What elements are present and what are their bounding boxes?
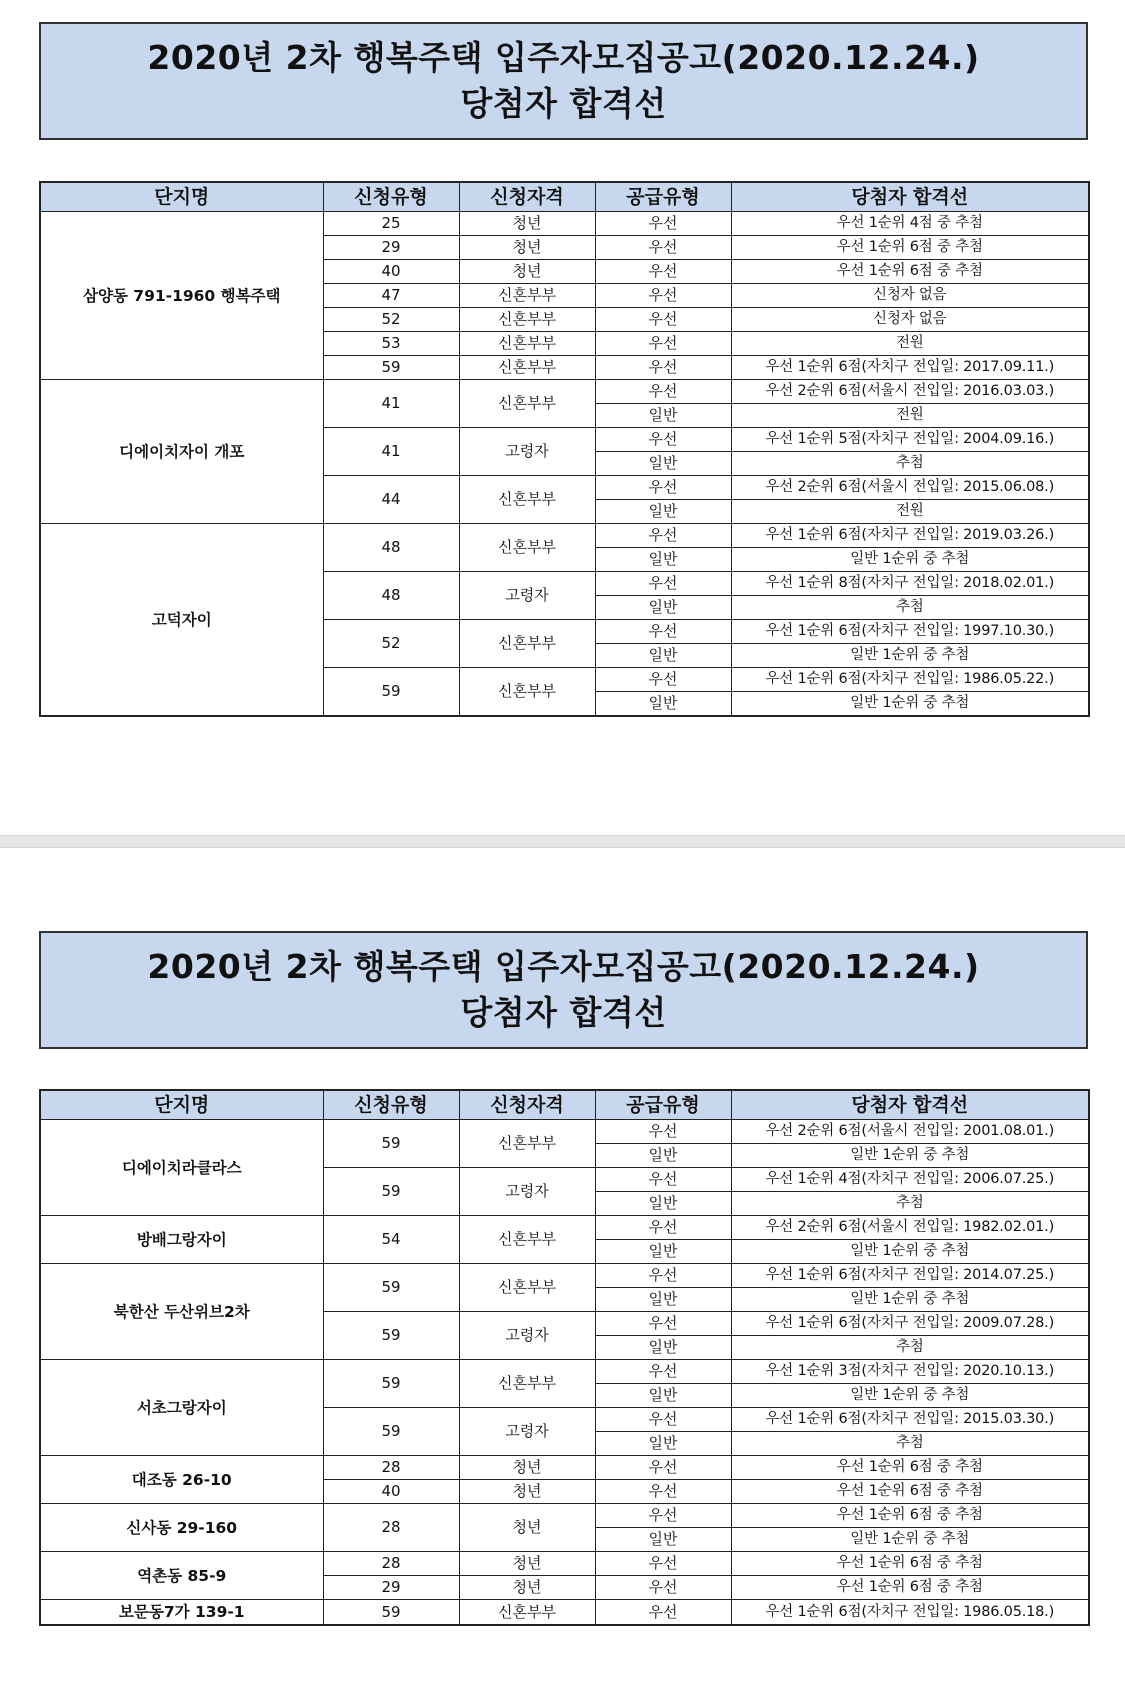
supply-type: 일반 — [595, 1288, 731, 1312]
qualification: 청년 — [459, 1504, 595, 1552]
supply-type: 우선 — [595, 428, 731, 452]
cutoff-result: 우선 1순위 6점 중 추첨 — [731, 1552, 1089, 1576]
supply-type: 우선 — [595, 332, 731, 356]
supply-type: 일반 — [595, 1432, 731, 1456]
supply-type: 우선 — [595, 1504, 731, 1528]
title-line-1: 2020년 2차 행복주택 입주자모집공고(2020.12.24.) — [147, 947, 980, 986]
cutoff-result: 우선 1순위 3점(자치구 전입일: 2020.10.13.) — [731, 1360, 1089, 1384]
supply-type: 우선 — [595, 668, 731, 692]
cutoff-result: 우선 1순위 6점 중 추첨 — [731, 260, 1089, 284]
cutoff-result: 신청자 없음 — [731, 308, 1089, 332]
qualification: 신혼부부 — [459, 1120, 595, 1168]
unit-type: 59 — [323, 1600, 459, 1626]
supply-type: 우선 — [595, 1456, 731, 1480]
qualification: 신혼부부 — [459, 380, 595, 428]
unit-type: 53 — [323, 332, 459, 356]
supply-type: 일반 — [595, 548, 731, 572]
supply-type: 우선 — [595, 1360, 731, 1384]
table-row — [40, 1600, 1089, 1626]
unit-type: 48 — [323, 524, 459, 572]
cutoff-result: 신청자 없음 — [731, 284, 1089, 308]
qualification: 고령자 — [459, 572, 595, 620]
supply-type: 우선 — [595, 356, 731, 380]
supply-type: 우선 — [595, 308, 731, 332]
header-complex: 단지명 — [40, 182, 323, 212]
supply-type: 우선 — [595, 476, 731, 500]
unit-type: 28 — [323, 1552, 459, 1576]
cutoff-result: 일반 1순위 중 추첨 — [731, 1288, 1089, 1312]
cutoff-result: 우선 1순위 6점 중 추첨 — [731, 1480, 1089, 1504]
unit-type: 28 — [323, 1504, 459, 1552]
cutoff-result: 추첨 — [731, 1432, 1089, 1456]
qualification: 청년 — [459, 1552, 595, 1576]
qualification: 고령자 — [459, 1312, 595, 1360]
cutoff-result: 전원 — [731, 332, 1089, 356]
table-row — [40, 1504, 1089, 1528]
supply-type: 우선 — [595, 620, 731, 644]
qualification: 신혼부부 — [459, 284, 595, 308]
qualification: 신혼부부 — [459, 1360, 595, 1408]
supply-type: 우선 — [595, 1576, 731, 1600]
header-cutoff: 당첨자 합격선 — [731, 182, 1089, 212]
qualification: 청년 — [459, 1480, 595, 1504]
header-cutoff: 당첨자 합격선 — [731, 1090, 1089, 1120]
qualification: 신혼부부 — [459, 356, 595, 380]
qualification: 고령자 — [459, 1408, 595, 1456]
unit-type: 40 — [323, 260, 459, 284]
unit-type: 29 — [323, 1576, 459, 1600]
cutoff-result: 우선 1순위 6점 중 추첨 — [731, 1456, 1089, 1480]
qualification: 고령자 — [459, 428, 595, 476]
table-row — [40, 524, 1089, 548]
cutoff-result: 우선 1순위 4점 중 추첨 — [731, 212, 1089, 236]
table-row — [40, 1456, 1089, 1480]
header-row — [40, 182, 1089, 212]
unit-type: 59 — [323, 1360, 459, 1408]
qualification: 신혼부부 — [459, 332, 595, 356]
supply-type: 우선 — [595, 1120, 731, 1144]
unit-type: 40 — [323, 1480, 459, 1504]
cutoff-result: 일반 1순위 중 추첨 — [731, 1528, 1089, 1552]
cutoff-result: 추첨 — [731, 1192, 1089, 1216]
supply-type: 우선 — [595, 1312, 731, 1336]
table-row — [40, 1360, 1089, 1384]
cutoff-result: 일반 1순위 중 추첨 — [731, 644, 1089, 668]
cutoff-result: 전원 — [731, 404, 1089, 428]
qualification: 신혼부부 — [459, 620, 595, 668]
title-line-2: 당첨자 합격선 — [460, 993, 667, 1032]
unit-type: 59 — [323, 356, 459, 380]
supply-type: 우선 — [595, 1216, 731, 1240]
complex-name: 역촌동 85-9 — [40, 1552, 323, 1600]
cutoff-result: 우선 2순위 6점(서울시 전입일: 1982.02.01.) — [731, 1216, 1089, 1240]
complex-name: 디에이치라클라스 — [40, 1120, 323, 1216]
unit-type: 59 — [323, 1168, 459, 1216]
cutoff-result: 우선 1순위 6점(자치구 전입일: 2017.09.11.) — [731, 356, 1089, 380]
unit-type: 54 — [323, 1216, 459, 1264]
header-supply-type: 공급유형 — [595, 1090, 731, 1120]
cutoff-result: 우선 1순위 8점(자치구 전입일: 2018.02.01.) — [731, 572, 1089, 596]
unit-type: 29 — [323, 236, 459, 260]
header-row — [40, 1090, 1089, 1120]
qualification: 신혼부부 — [459, 476, 595, 524]
supply-type: 일반 — [595, 692, 731, 717]
supply-type: 우선 — [595, 1552, 731, 1576]
title-banner — [39, 931, 1088, 1049]
unit-type: 41 — [323, 428, 459, 476]
complex-name: 삼양동 791-1960 행복주택 — [40, 212, 323, 380]
document-page-1 — [0, 0, 1125, 835]
qualification: 신혼부부 — [459, 668, 595, 717]
complex-name: 신사동 29-160 — [40, 1504, 323, 1552]
unit-type: 52 — [323, 308, 459, 332]
cutoff-result: 일반 1순위 중 추첨 — [731, 1384, 1089, 1408]
qualification: 신혼부부 — [459, 1264, 595, 1312]
complex-name: 대조동 26-10 — [40, 1456, 323, 1504]
qualification: 청년 — [459, 1456, 595, 1480]
cutoff-result: 우선 1순위 6점(자치구 전입일: 2009.07.28.) — [731, 1312, 1089, 1336]
complex-name: 방배그랑자이 — [40, 1216, 323, 1264]
table-row — [40, 212, 1089, 236]
results-table — [39, 1089, 1090, 1626]
cutoff-result: 일반 1순위 중 추첨 — [731, 1144, 1089, 1168]
unit-type: 59 — [323, 1312, 459, 1360]
unit-type: 59 — [323, 1120, 459, 1168]
supply-type: 우선 — [595, 236, 731, 260]
unit-type: 44 — [323, 476, 459, 524]
supply-type: 일반 — [595, 596, 731, 620]
cutoff-result: 우선 1순위 6점 중 추첨 — [731, 236, 1089, 260]
cutoff-result: 우선 1순위 6점 중 추첨 — [731, 1504, 1089, 1528]
cutoff-result: 우선 2순위 6점(서울시 전입일: 2016.03.03.) — [731, 380, 1089, 404]
qualification: 신혼부부 — [459, 1600, 595, 1626]
qualification: 청년 — [459, 1576, 595, 1600]
unit-type: 48 — [323, 572, 459, 620]
cutoff-result: 우선 1순위 6점(자치구 전입일: 2014.07.25.) — [731, 1264, 1089, 1288]
supply-type: 일반 — [595, 1192, 731, 1216]
unit-type: 28 — [323, 1456, 459, 1480]
cutoff-result: 일반 1순위 중 추첨 — [731, 692, 1089, 717]
supply-type: 우선 — [595, 380, 731, 404]
results-table — [39, 181, 1090, 717]
title-line-2: 당첨자 합격선 — [460, 84, 667, 123]
cutoff-result: 우선 1순위 4점(자치구 전입일: 2006.07.25.) — [731, 1168, 1089, 1192]
header-complex: 단지명 — [40, 1090, 323, 1120]
table-row — [40, 1552, 1089, 1576]
supply-type: 우선 — [595, 212, 731, 236]
table-body — [40, 212, 1089, 717]
supply-type: 일반 — [595, 1384, 731, 1408]
supply-type: 일반 — [595, 1144, 731, 1168]
cutoff-result: 우선 1순위 6점(자치구 전입일: 2015.03.30.) — [731, 1408, 1089, 1432]
supply-type: 일반 — [595, 404, 731, 428]
complex-name: 북한산 두산위브2차 — [40, 1264, 323, 1360]
unit-type: 59 — [323, 1408, 459, 1456]
supply-type: 우선 — [595, 260, 731, 284]
supply-type: 일반 — [595, 452, 731, 476]
cutoff-result: 우선 1순위 6점(자치구 전입일: 2019.03.26.) — [731, 524, 1089, 548]
title-line-1: 2020년 2차 행복주택 입주자모집공고(2020.12.24.) — [147, 38, 980, 77]
supply-type: 우선 — [595, 524, 731, 548]
cutoff-result: 우선 2순위 6점(서울시 전입일: 2001.08.01.) — [731, 1120, 1089, 1144]
supply-type: 일반 — [595, 1528, 731, 1552]
supply-type: 일반 — [595, 644, 731, 668]
cutoff-result: 추첨 — [731, 1336, 1089, 1360]
table-row — [40, 380, 1089, 404]
cutoff-result: 전원 — [731, 500, 1089, 524]
qualification: 청년 — [459, 236, 595, 260]
header-qualification: 신청자격 — [459, 182, 595, 212]
qualification: 청년 — [459, 260, 595, 284]
header-supply-type: 공급유형 — [595, 182, 731, 212]
supply-type: 우선 — [595, 572, 731, 596]
supply-type: 우선 — [595, 1168, 731, 1192]
cutoff-result: 추첨 — [731, 596, 1089, 620]
unit-type: 59 — [323, 668, 459, 717]
supply-type: 우선 — [595, 1408, 731, 1432]
qualification: 청년 — [459, 212, 595, 236]
qualification: 신혼부부 — [459, 1216, 595, 1264]
supply-type: 우선 — [595, 1600, 731, 1626]
cutoff-result: 우선 1순위 6점 중 추첨 — [731, 1576, 1089, 1600]
complex-name: 서초그랑자이 — [40, 1360, 323, 1456]
page-separator — [0, 835, 1125, 848]
unit-type: 41 — [323, 380, 459, 428]
cutoff-result: 우선 1순위 5점(자치구 전입일: 2004.09.16.) — [731, 428, 1089, 452]
qualification: 신혼부부 — [459, 308, 595, 332]
cutoff-result: 추첨 — [731, 452, 1089, 476]
cutoff-result: 일반 1순위 중 추첨 — [731, 548, 1089, 572]
cutoff-result: 우선 1순위 6점(자치구 전입일: 1986.05.18.) — [731, 1600, 1089, 1626]
cutoff-result: 우선 1순위 6점(자치구 전입일: 1997.10.30.) — [731, 620, 1089, 644]
qualification: 신혼부부 — [459, 524, 595, 572]
unit-type: 59 — [323, 1264, 459, 1312]
complex-name: 고덕자이 — [40, 524, 323, 717]
supply-type: 일반 — [595, 1336, 731, 1360]
table-body — [40, 1120, 1089, 1626]
title-banner — [39, 22, 1088, 140]
supply-type: 우선 — [595, 1264, 731, 1288]
table-row — [40, 1216, 1089, 1240]
supply-type: 일반 — [595, 500, 731, 524]
document-page-2 — [0, 848, 1125, 1707]
unit-type: 52 — [323, 620, 459, 668]
unit-type: 25 — [323, 212, 459, 236]
supply-type: 우선 — [595, 284, 731, 308]
cutoff-result: 우선 1순위 6점(자치구 전입일: 1986.05.22.) — [731, 668, 1089, 692]
complex-name: 보문동7가 139-1 — [40, 1600, 323, 1626]
table-row — [40, 1264, 1089, 1288]
header-unit-type: 신청유형 — [323, 182, 459, 212]
cutoff-result: 우선 2순위 6점(서울시 전입일: 2015.06.08.) — [731, 476, 1089, 500]
cutoff-result: 일반 1순위 중 추첨 — [731, 1240, 1089, 1264]
table-row — [40, 1120, 1089, 1144]
unit-type: 47 — [323, 284, 459, 308]
supply-type: 우선 — [595, 1480, 731, 1504]
qualification: 고령자 — [459, 1168, 595, 1216]
complex-name: 디에이치자이 개포 — [40, 380, 323, 524]
header-unit-type: 신청유형 — [323, 1090, 459, 1120]
header-qualification: 신청자격 — [459, 1090, 595, 1120]
supply-type: 일반 — [595, 1240, 731, 1264]
